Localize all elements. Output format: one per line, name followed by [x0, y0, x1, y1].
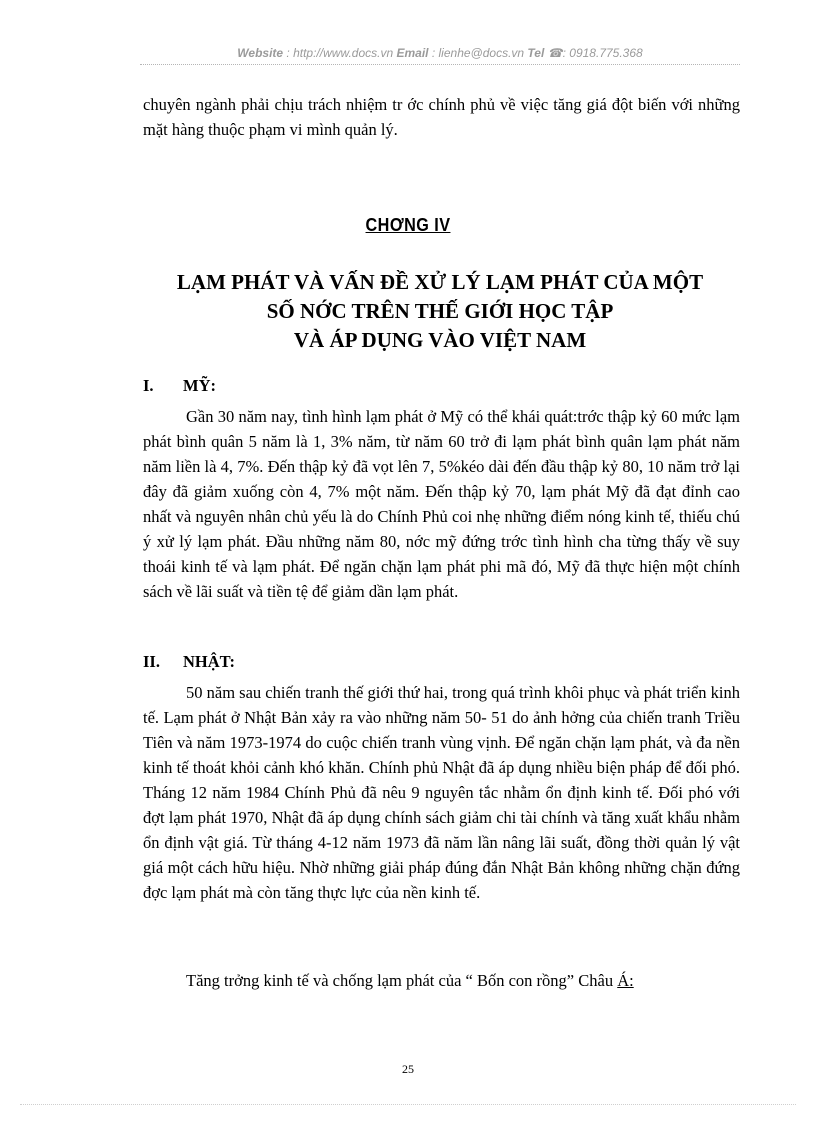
chapter-title [140, 268, 740, 355]
title-line-2: SỐ NỚC TRÊN THẾ GIỚI HỌC TẬP [266, 299, 614, 323]
title-line-3: VÀ ÁP DỤNG VÀO VIỆT NAM [293, 328, 587, 352]
tel-value: ☎: 0918.775.368 [547, 46, 643, 60]
website-label: Website [237, 46, 284, 60]
email-value: : lienhe@docs.vn [431, 46, 525, 60]
page-number: 25 [402, 1062, 414, 1076]
intro-paragraph: chuyên ngành phải chịu trách nhiệm tr ớc chính phủ về việc tăng giá đột biến với những mặt hàng thuộc phạm vi mình quản lý. [143, 95, 740, 139]
title-line-1: LẠM PHÁT VÀ VẤN ĐỀ XỬ LÝ LẠM PHÁT CỦA MỘT [176, 270, 704, 294]
chapter-heading: CHƠNG IV [365, 215, 451, 235]
tel-label: Tel [527, 46, 545, 60]
closing-text: Tăng trởng kinh tế và chống lạm phát của “ Bốn con rồng” Châu [186, 971, 618, 990]
closing-underlined: Á: [617, 971, 634, 990]
header-divider [140, 64, 740, 65]
section-2-heading [143, 652, 235, 672]
website-value: : http://www.docs.vn [286, 46, 394, 60]
section-1-title: MỸ: [183, 376, 216, 395]
email-label: Email [396, 46, 429, 60]
page-header [140, 46, 740, 60]
footer-divider [20, 1104, 796, 1105]
section-1-number: I. [143, 376, 154, 395]
section-1-heading [143, 376, 216, 396]
closing-paragraph [143, 968, 740, 993]
section-2-number: II. [143, 652, 160, 671]
section-2-title: NHẬT: [183, 652, 235, 671]
section-1-body: Gần 30 năm nay, tình hình lạm phát ở Mỹ có thể khái quát:trớc thập kỷ 60 mức lạm phát bình quân 5 năm là 1, 3% năm, từ năm 60 trở đi lạm phát bình quân lạm phát năm năm liền là 4, 7%. Đến thập kỷ đã vọt lên 7, 5%kéo dài đến đầu thập kỷ 80, 10 năm trở lại đây đã giảm xuống còn 4, 7% một năm. Đến thập kỷ 70, lạm phát Mỹ đã đạt đỉnh cao nhất và nguyên nhân chủ yếu là do Chính Phủ coi nhẹ những điểm nóng kinh tế, thiếu chú ý xử lý lạm phát. Đầu những năm 80, nớc mỹ đứng trớc tình hình cha từng thấy về suy thoái kinh tế và lạm phát. Để ngăn chặn lạm phát phi mã đó, Mỹ đã thực hiện một chính sách về lãi suất và tiền tệ để giảm dần lạm phát. [143, 407, 740, 601]
section-2-body: 50 năm sau chiến tranh thế giới thứ hai, trong quá trình khôi phục và phát triển kinh tế. Lạm phát ở Nhật Bản xảy ra vào những năm 50- 51 do ảnh hởng của chiến tranh Triều Tiên và năm 1973-1974 do cuộc chiến tranh vùng vịnh. Để ngăn chặn lạm phát, và đa nền kinh tế thoát khỏi cảnh khó khăn. Chính phủ Nhật đã áp dụng nhiều biện pháp để đối phó. Tháng 12 năm 1984 Chính Phủ đã nêu 9 nguyên tắc nhằm ổn định kinh tế. Đối phó với đợt lạm phát 1970, Nhật đã áp dụng chính sách giảm chi tài chính và tăng xuất khẩu nhằm ổn định vật giá. Từ tháng 4-12 năm 1973 đã năm lần nâng lãi suất, đồng thời quản lý vật giá một cách hữu hiệu. Nhờ những giải pháp đúng đắn Nhật Bản không những chặn đứng đợc lạm phát mà còn tăng thực lực của nền kinh tế. [143, 683, 740, 902]
